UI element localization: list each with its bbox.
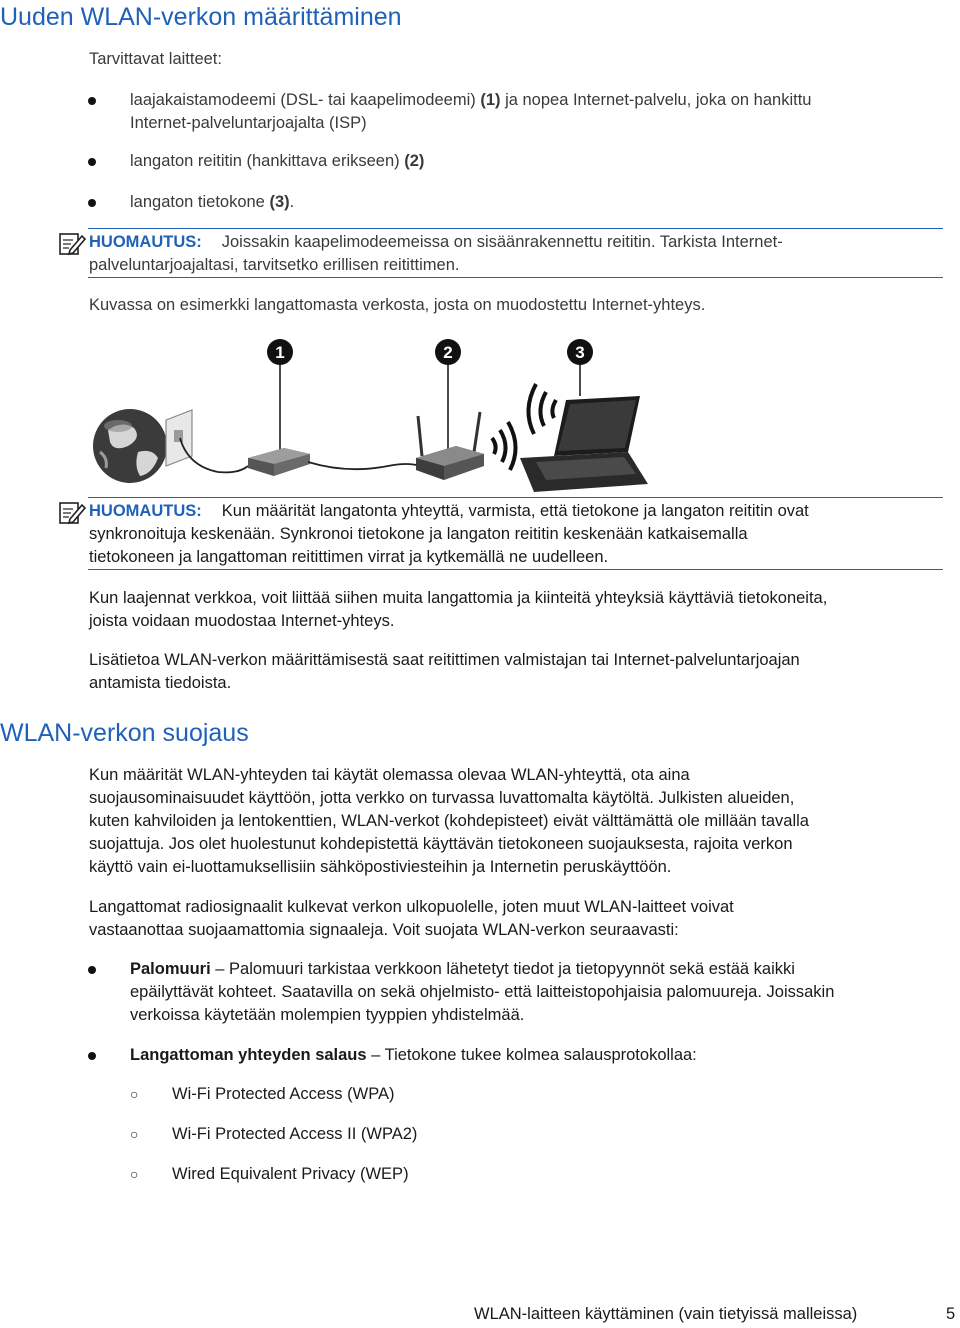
- bullet-icon: [88, 199, 96, 207]
- figure-caption: Kuvassa on esimerkki langattomasta verkosta, josta on muodostettu Internet-yhteys.: [89, 296, 706, 314]
- note-text: [89, 500, 809, 523]
- globe-icon: [93, 409, 167, 483]
- wifi-waves-icon: [492, 422, 516, 470]
- bullet-icon: [88, 1052, 96, 1060]
- paragraph: Lisätietoa WLAN-verkon määrittämisestä saat reitittimen valmistajan tai Internet-palveluntarjoajan: [89, 651, 800, 669]
- callout-ref: (3): [269, 193, 290, 211]
- hollow-bullet-icon: ○: [130, 1086, 139, 1102]
- list-item-line: Tietokone tukee kolmea salausprotokollaa:: [384, 1046, 697, 1064]
- dash: –: [210, 960, 230, 978]
- bullet-icon: [88, 97, 96, 105]
- callout-number: 1: [275, 343, 285, 362]
- wall-jack-icon: [166, 410, 192, 466]
- note-top-rule: [88, 497, 943, 498]
- paragraph: Kun määrität WLAN-yhteyden tai käytät olemassa olevaa WLAN-yhteyttä, ota aina: [89, 766, 690, 784]
- router-icon: [416, 412, 484, 480]
- note-top-rule: [88, 228, 943, 229]
- paragraph: antamista tiedoista.: [89, 674, 232, 692]
- note-bottom-rule: [88, 569, 943, 570]
- list-item: [130, 191, 294, 214]
- list-item-text: langaton tietokone: [130, 193, 270, 211]
- callout-number: 3: [575, 343, 585, 362]
- hollow-bullet-icon: ○: [130, 1166, 139, 1182]
- callout-number: 2: [443, 343, 453, 362]
- paragraph: vastaanottaa suojaamattomia signaaleja. Voit suojata WLAN-verkon seuraavasti:: [89, 921, 679, 939]
- bullet-icon: [88, 158, 96, 166]
- section-title: WLAN-verkon suojaus: [0, 719, 249, 747]
- hollow-bullet-icon: ○: [130, 1126, 139, 1142]
- requirements-intro: Tarvittavat laitteet:: [89, 50, 222, 68]
- list-item-line: epäilyttävät kohteet. Saatavilla on sekä ohjelmisto- että laitteistopohjaisia palomuureja. Joissakin: [130, 983, 835, 1001]
- network-diagram: [88, 334, 648, 494]
- page-number: 5: [946, 1305, 956, 1323]
- note-line: Joissakin kaapelimodeemeissa on sisäänrakennettu reititin. Tarkista Internet-: [221, 233, 783, 251]
- note-label: HUOMAUTUS:: [89, 502, 202, 520]
- note-line: palveluntarjoajaltasi, tarvitsetko erillisen reitittimen.: [89, 256, 460, 274]
- paragraph: joista voidaan muodostaa Internet-yhteys.: [89, 612, 395, 630]
- paragraph: suojausominaisuudet käyttöön, jotta verkko on turvassa luvattomalta käytöltä. Julkisten alueiden,: [89, 789, 795, 807]
- list-item-text: [130, 1044, 697, 1067]
- note-pencil-icon: [58, 499, 86, 525]
- wifi-waves-icon: [528, 384, 556, 434]
- list-item-line: Palomuuri tarkistaa verkkoon lähetetyt tiedot ja tietopyynnöt sekä estää kaikki: [229, 960, 795, 978]
- section-title: Uuden WLAN-verkon määrittäminen: [0, 3, 402, 31]
- note-label: HUOMAUTUS:: [89, 233, 202, 251]
- paragraph: käyttö vain ei-luottamuksellisiin sähköpostiviesteihin ja Internetin peruskäyttöön.: [89, 858, 672, 876]
- callout-2: [435, 339, 461, 365]
- note-bottom-rule: [88, 277, 943, 278]
- paragraph: kuten kahviloiden ja lentokenttien, WLAN-verkot (kohdepisteet) eivät välttämättä ole millään tavalla: [89, 812, 809, 830]
- callout-ref: (2): [404, 152, 425, 170]
- list-item-text: [130, 958, 795, 981]
- note-line: synkronoituja keskenään. Synkronoi tietokone ja langaton reititin keskenään katkaisemalla: [89, 525, 748, 543]
- list-item-text: ja nopea Internet-palvelu, joka on hankittu: [500, 91, 812, 109]
- term: Palomuuri: [130, 960, 211, 978]
- paragraph: Langattomat radiosignaalit kulkevat verkon ulkopuolelle, joten muut WLAN-laitteet voivat: [89, 898, 734, 916]
- list-item-continuation: Internet-palveluntarjoajalta (ISP): [130, 114, 367, 132]
- list-item: [130, 150, 424, 173]
- note-pencil-icon: [58, 230, 86, 256]
- list-item-text: laajakaistamodeemi (DSL- tai kaapelimodeemi): [130, 91, 481, 109]
- note-line: Kun määrität langatonta yhteyttä, varmista, että tietokone ja langaton reititin ovat: [221, 502, 809, 520]
- bullet-icon: [88, 966, 96, 974]
- list-item-text: langaton reititin (hankittava erikseen): [130, 152, 405, 170]
- list-item: Wi-Fi Protected Access II (WPA2): [172, 1125, 418, 1143]
- callout-1: [267, 339, 293, 365]
- term: Langattoman yhteyden salaus: [130, 1046, 367, 1064]
- note-line: tietokoneen ja langattoman reitittimen virrat ja kytkemällä ne uudelleen.: [89, 548, 609, 566]
- list-item: Wired Equivalent Privacy (WEP): [172, 1165, 409, 1183]
- list-item-text: .: [289, 193, 295, 211]
- callout-3: [567, 339, 593, 365]
- footer-chapter-title: WLAN-laitteen käyttäminen (vain tietyissä malleissa): [474, 1305, 858, 1323]
- modem-icon: [248, 448, 310, 476]
- paragraph: suojattuja. Jos olet huolestunut kohdepistettä käyttävän tietokoneen suojauksesta, rajoita verkon: [89, 835, 793, 853]
- note-text: [89, 231, 783, 254]
- list-item: [130, 89, 811, 112]
- dash: –: [366, 1046, 385, 1064]
- callout-ref: (1): [480, 91, 501, 109]
- list-item-line: verkoissa käytetään molempien tyyppien yhdistelmää.: [130, 1006, 525, 1024]
- paragraph: Kun laajennat verkkoa, voit liittää siihen muita langattomia ja kiinteitä yhteyksiä käyttäviä tietokoneita,: [89, 589, 828, 607]
- list-item: Wi-Fi Protected Access (WPA): [172, 1085, 395, 1103]
